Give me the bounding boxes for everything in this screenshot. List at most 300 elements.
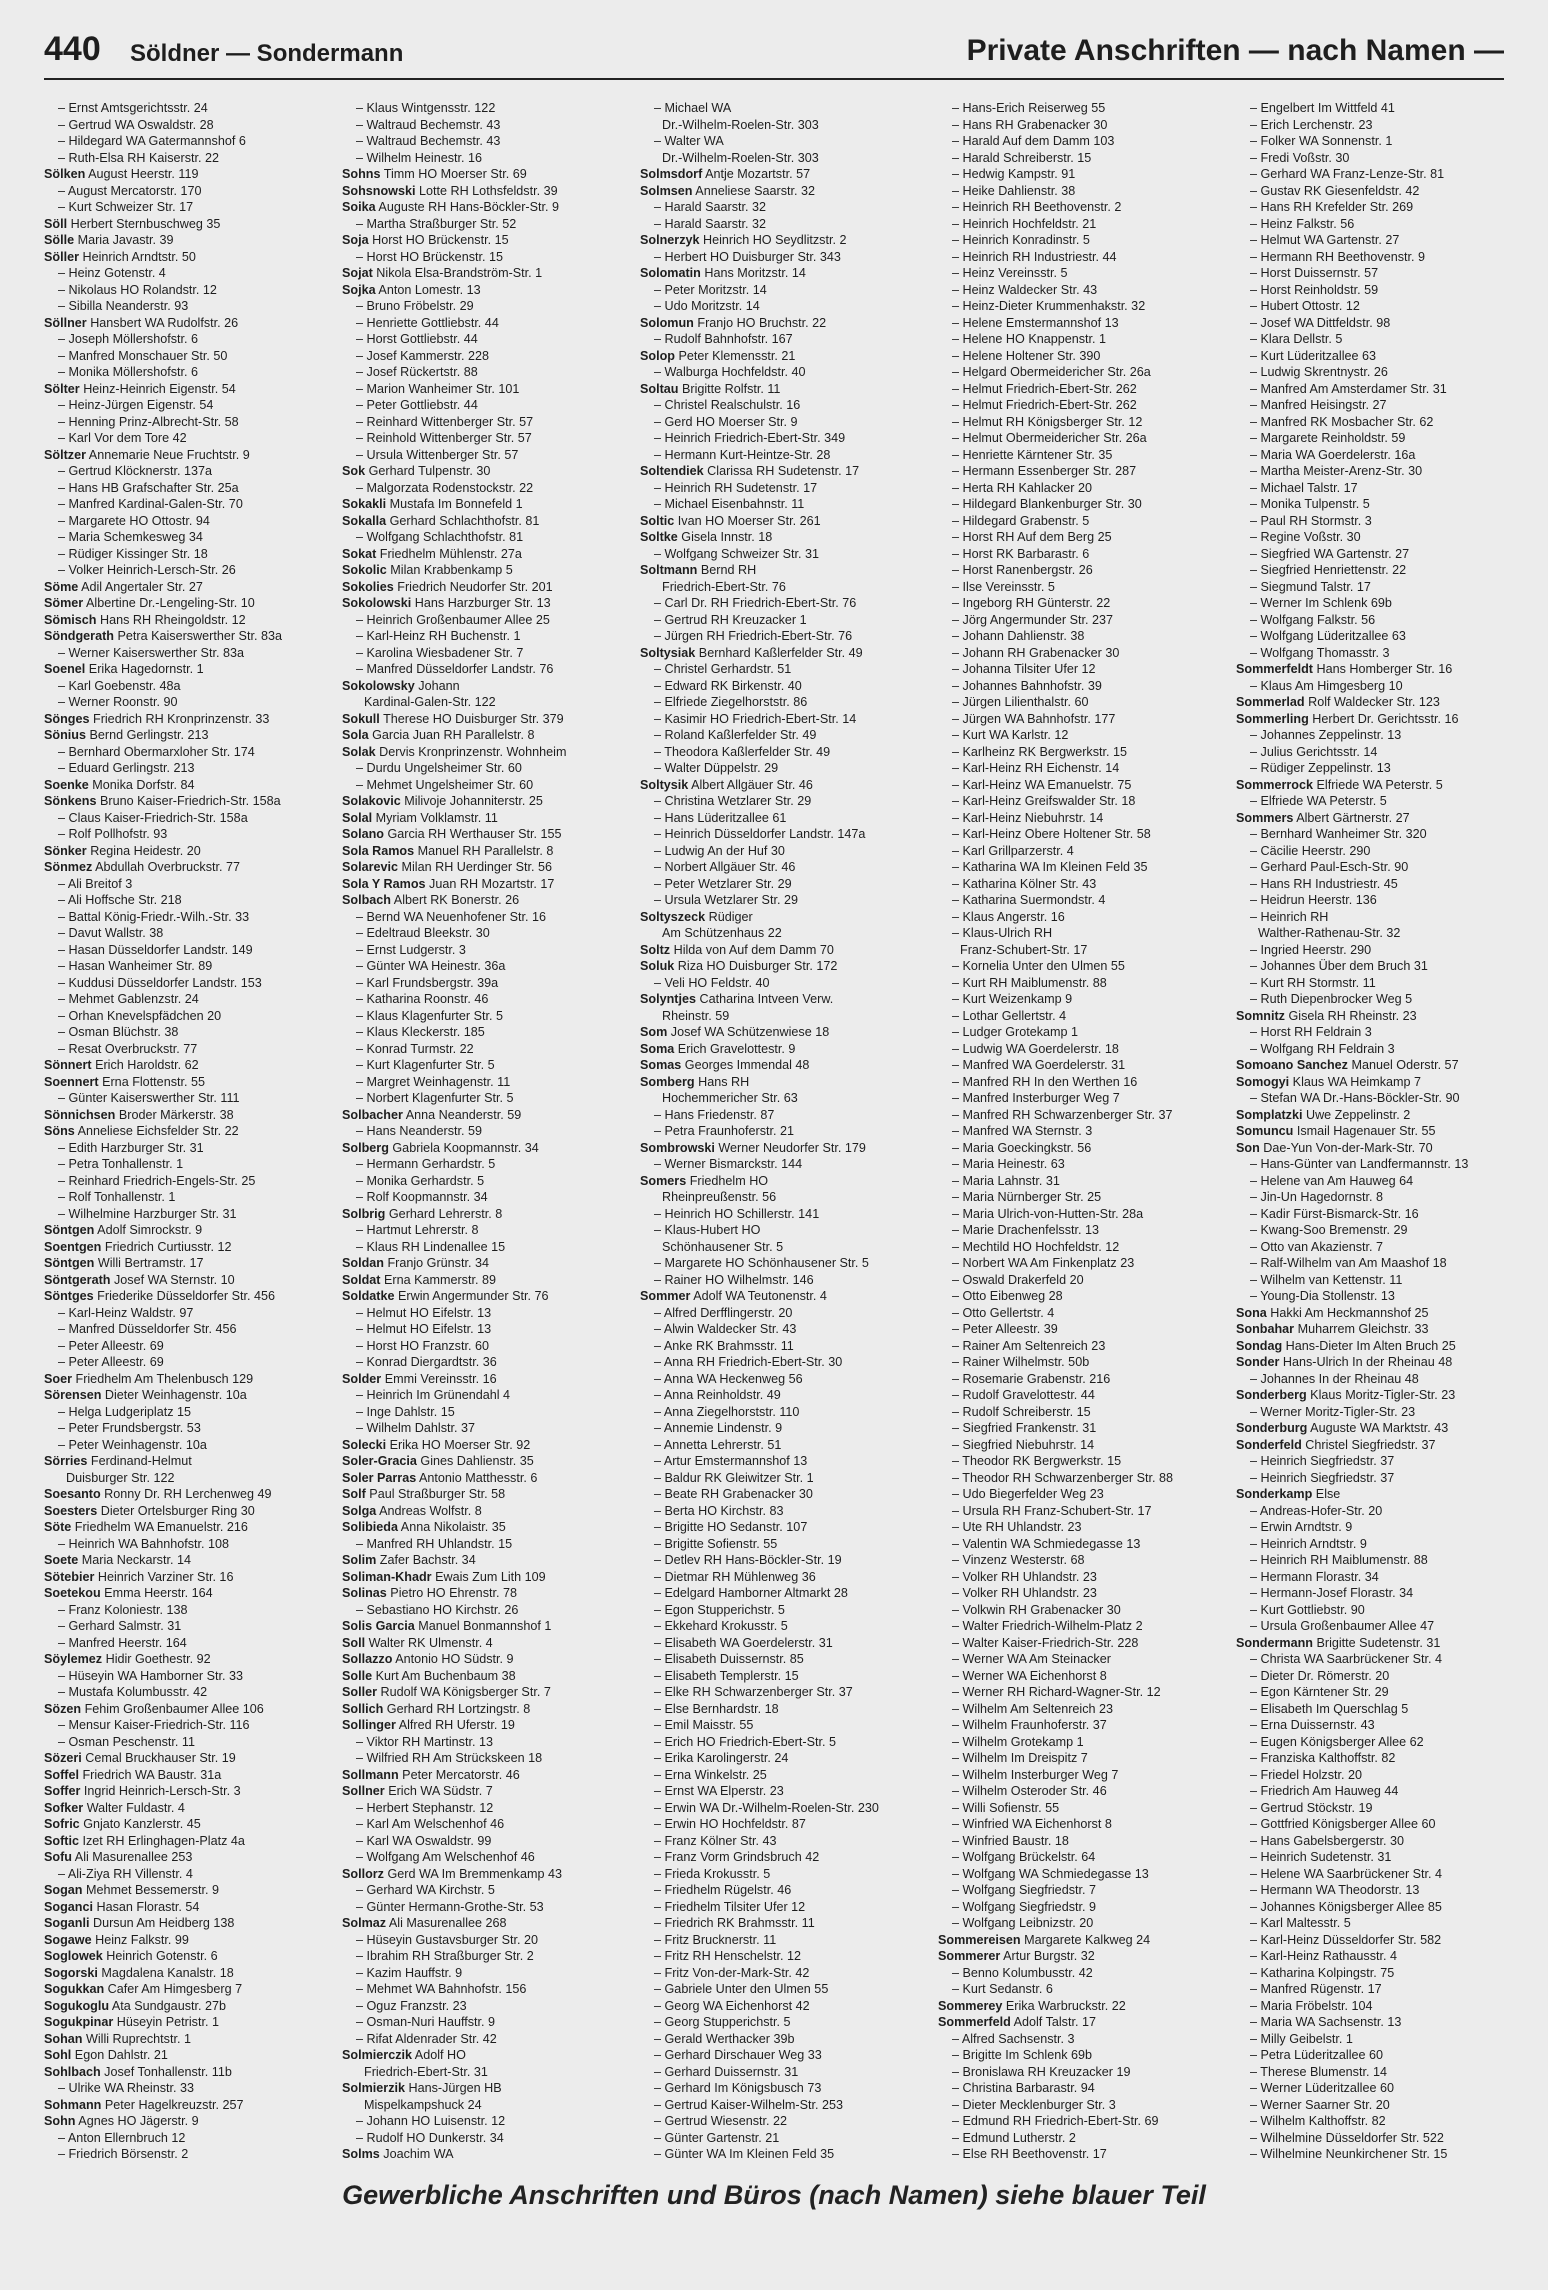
surname-entry xyxy=(640,166,932,183)
sub-entry xyxy=(640,1717,932,1734)
sub-entry xyxy=(640,793,932,810)
entry-details: Ivan HO Moerser Str. 261 xyxy=(674,513,821,528)
surname-entry xyxy=(342,727,634,744)
sub-entry xyxy=(640,1981,932,1998)
entry-details: Josef Kammerstr. 228 xyxy=(366,348,490,363)
entry-details: Ali Masurenallee 268 xyxy=(386,1916,507,1930)
surname: Sönkens xyxy=(44,794,97,808)
dash-marker: – xyxy=(1250,216,1261,231)
entry-details: Werner Im Schlenk 69b xyxy=(1260,596,1392,610)
surname-entry xyxy=(44,1519,336,1536)
sub-entry xyxy=(1236,2113,1528,2130)
sub-entry xyxy=(1236,1239,1528,1256)
entry-details: Rainer HO Wilhelmstr. 146 xyxy=(664,1272,814,1287)
sub-entry xyxy=(44,876,336,893)
dash-marker: – xyxy=(1250,1371,1261,1386)
entry-details: Regina Heidestr. 20 xyxy=(86,843,201,858)
surname: Soganci xyxy=(44,1899,93,1914)
dash-marker: – xyxy=(952,761,963,775)
sub-entry xyxy=(938,1140,1230,1157)
sub-entry xyxy=(342,1008,634,1025)
dash-marker: – xyxy=(654,893,665,907)
sub-entry xyxy=(938,1618,1230,1635)
dash-marker: – xyxy=(654,1949,665,1963)
sub-entry xyxy=(938,1156,1230,1173)
dash-marker: – xyxy=(654,2130,665,2145)
dash-marker: – xyxy=(356,1965,367,1980)
entry-details: Heinrich Siegfriedstr. 37 xyxy=(1260,1454,1395,1468)
sub-entry xyxy=(938,2047,1230,2064)
entry-details: Willi Sofienstr. 55 xyxy=(962,1800,1060,1815)
dash-marker: – xyxy=(654,1998,665,2013)
entry-details: Heinrich Varziner Str. 16 xyxy=(94,1569,234,1584)
entry-details: Margarete Reinholdstr. 59 xyxy=(1260,431,1406,445)
entry-details: Walter Fuldastr. 4 xyxy=(83,1800,185,1815)
entry-details: Martha Straßburger Str. 52 xyxy=(366,216,517,231)
entry-details: Dieter Dr. Römerstr. 20 xyxy=(1260,1668,1390,1683)
entry-details: Karl-Heinz Rathausstr. 4 xyxy=(1260,1949,1398,1963)
sub-entry xyxy=(640,1849,932,1866)
entry-details: Anton Lomestr. 13 xyxy=(375,282,481,297)
entry-details: Werner Bismarckstr. 144 xyxy=(664,1157,803,1171)
surname-entry xyxy=(44,2113,336,2130)
sub-entry xyxy=(938,1486,1230,1503)
sub-entry xyxy=(342,315,634,332)
surname-entry xyxy=(640,348,932,365)
dash-marker: – xyxy=(952,2081,963,2095)
surname-entry xyxy=(640,991,932,1008)
dash-marker: – xyxy=(952,629,963,643)
sub-entry xyxy=(1236,1701,1528,1718)
dash-marker: – xyxy=(356,117,367,132)
entry-details: Anke RK Brahmsstr. 11 xyxy=(663,1338,794,1353)
dash-marker: – xyxy=(58,645,69,660)
sub-entry xyxy=(44,562,336,579)
sub-entry xyxy=(640,1453,932,1470)
sub-entry xyxy=(342,348,634,365)
dash-marker: – xyxy=(1250,1866,1261,1881)
sub-entry xyxy=(640,1651,932,1668)
entry-details: Johann Dahlienstr. 38 xyxy=(962,629,1085,643)
surname: Sokolic xyxy=(342,563,387,577)
surname: Sok xyxy=(342,464,366,478)
surname: Somuncu xyxy=(1236,1124,1294,1138)
surname: Solop xyxy=(640,348,675,363)
surname-entry xyxy=(640,513,932,530)
dash-marker: – xyxy=(654,1652,665,1666)
surname: Sogukoglu xyxy=(44,1998,110,2013)
sub-entry xyxy=(938,1585,1230,1602)
dash-marker: – xyxy=(1250,827,1261,841)
dash-marker: – xyxy=(1250,794,1261,808)
dash-marker: – xyxy=(356,134,367,148)
sub-entry xyxy=(342,381,634,398)
entry-details: Walter RK Ulmenstr. 4 xyxy=(365,1635,493,1650)
entry-details: Karl-Heinz Waldstr. 97 xyxy=(68,1305,194,1320)
sub-entry xyxy=(1236,1585,1528,1602)
dash-marker: – xyxy=(356,315,367,330)
surname: Söntgerath xyxy=(44,1272,111,1287)
entry-details: Hans Harzburger Str. 13 xyxy=(411,596,551,610)
dash-marker: – xyxy=(1250,1223,1261,1237)
dash-marker: – xyxy=(356,1074,367,1089)
surname: Soltke xyxy=(640,530,678,544)
sub-entry xyxy=(938,1899,1230,1916)
sub-entry xyxy=(44,645,336,662)
entry-details: Ali Breitof 3 xyxy=(67,876,133,891)
dash-marker: – xyxy=(356,1008,367,1023)
surname-entry xyxy=(1236,810,1528,827)
surname: Solibieda xyxy=(342,1520,398,1534)
surname: Solak xyxy=(342,744,376,759)
dash-marker: – xyxy=(356,926,367,940)
dash-marker: – xyxy=(952,1751,963,1765)
sub-entry xyxy=(938,1750,1230,1767)
dash-marker: – xyxy=(952,893,963,907)
dash-marker: – xyxy=(654,612,665,627)
entry-details: Helmut WA Gartenstr. 27 xyxy=(1260,233,1400,247)
surname: Sokull xyxy=(342,711,380,726)
sub-entry xyxy=(640,1882,932,1899)
entry-details: Heinrich Friedrich-Ebert-Str. 349 xyxy=(664,431,846,445)
dash-marker: – xyxy=(654,2064,665,2079)
entry-details: Monika Gerhardstr. 5 xyxy=(366,1173,485,1188)
dash-marker: – xyxy=(356,1091,367,1105)
entry-details: Kurt RH Maiblumenstr. 88 xyxy=(962,975,1107,990)
sub-entry xyxy=(640,1866,932,1883)
dash-marker: – xyxy=(356,1058,367,1072)
entry-details: Harald Saarstr. 32 xyxy=(664,216,767,231)
sub-entry xyxy=(1236,2146,1528,2163)
surname-entry xyxy=(342,1140,634,1157)
dash-marker: – xyxy=(654,1256,665,1270)
surname-entry xyxy=(44,1074,336,1091)
entry-details: Heinz-Heinrich Eigenstr. 54 xyxy=(79,381,236,396)
sub-entry xyxy=(938,397,1230,414)
dash-marker: – xyxy=(1250,1701,1261,1716)
sub-entry xyxy=(640,1684,932,1701)
entry-continuation: Kardinal-Galen-Str. 122 xyxy=(364,695,496,709)
sub-entry xyxy=(1236,480,1528,497)
dash-marker: – xyxy=(654,1404,664,1419)
sub-entry xyxy=(938,1470,1230,1487)
dash-marker: – xyxy=(952,1883,963,1897)
surname: Sörensen xyxy=(44,1388,102,1402)
entry-details: Elisabeth Im Querschlag 5 xyxy=(1260,1701,1409,1716)
dash-marker: – xyxy=(1250,2031,1261,2046)
sub-entry xyxy=(640,1899,932,1916)
entry-details: Rifat Aldenrader Str. 42 xyxy=(366,2031,497,2046)
sub-entry xyxy=(1236,1519,1528,1536)
entry-details: Ernst Ludgerstr. 3 xyxy=(366,942,466,957)
entry-details: Hans Friedenstr. 87 xyxy=(664,1107,775,1122)
entry-details: Walter Friedrich-Wilhelm-Platz 2 xyxy=(962,1619,1143,1633)
sub-entry xyxy=(1236,1090,1528,1107)
entry-details: Henning Prinz-Albrecht-Str. 58 xyxy=(68,414,239,429)
dash-marker: – xyxy=(952,695,963,709)
sub-entry xyxy=(342,958,634,975)
dash-marker: – xyxy=(58,497,69,511)
entry-details: Karolina Wiesbadener Str. 7 xyxy=(366,645,524,660)
surname-entry xyxy=(640,562,932,579)
sub-entry xyxy=(938,1371,1230,1388)
dash-marker: – xyxy=(58,530,69,544)
entry-details: Günter Hermann-Grothe-Str. 53 xyxy=(366,1899,544,1914)
surname-entry xyxy=(342,1767,634,1784)
sub-entry xyxy=(1236,595,1528,612)
dash-marker: – xyxy=(952,1734,963,1749)
surname: Soffer xyxy=(44,1784,81,1798)
entry-details: Karl-Heinz WA Emanuelstr. 75 xyxy=(962,777,1132,792)
sub-entry xyxy=(640,397,932,414)
surname-entry xyxy=(44,579,336,596)
dash-marker: – xyxy=(952,497,963,511)
dash-marker: – xyxy=(654,414,665,429)
entry-details: Ingeborg RH Günterstr. 22 xyxy=(962,596,1111,610)
sub-entry xyxy=(44,265,336,282)
surname-entry xyxy=(1236,661,1528,678)
entry-details: Uwe Zeppelinstr. 2 xyxy=(1302,1107,1411,1122)
surname: Soldatke xyxy=(342,1289,395,1303)
sub-entry xyxy=(44,975,336,992)
dash-marker: – xyxy=(952,1833,963,1848)
sub-entry xyxy=(640,1536,932,1553)
dash-marker: – xyxy=(654,1817,665,1831)
dash-marker: – xyxy=(952,2097,963,2112)
sub-entry xyxy=(44,826,336,843)
entry-details: Brigitte Im Schlenk 69b xyxy=(962,2048,1093,2062)
dash-marker: – xyxy=(952,1008,963,1023)
sub-entry xyxy=(342,1239,634,1256)
entry-details: Zafer Bachstr. 34 xyxy=(376,1553,476,1567)
dash-marker: – xyxy=(952,563,963,577)
entry-details: Gerhard WA Kirchstr. 5 xyxy=(366,1883,495,1897)
sub-entry xyxy=(1236,381,1528,398)
surname: Sonderberg xyxy=(1236,1388,1307,1402)
entry-details: Cafer Am Himgesberg 7 xyxy=(104,1982,243,1996)
dash-marker: – xyxy=(1250,563,1261,577)
entry-details: Manfred RH Schwarzenberger Str. 37 xyxy=(962,1107,1173,1122)
sub-entry xyxy=(44,1354,336,1371)
dash-marker: – xyxy=(952,1322,963,1336)
sub-entry xyxy=(938,496,1230,513)
entry-continuation: Schönhausener Str. 5 xyxy=(662,1239,784,1254)
entry-details: Cäcilie Heerstr. 290 xyxy=(1260,843,1371,858)
surname-entry xyxy=(342,843,634,860)
surname-entry xyxy=(342,1272,634,1289)
dash-marker: – xyxy=(952,1503,963,1518)
sub-entry xyxy=(640,694,932,711)
entry-details: Heike Dahlienstr. 38 xyxy=(962,183,1076,198)
sub-entry xyxy=(1236,315,1528,332)
surname-entry xyxy=(342,199,634,216)
surname-entry xyxy=(342,1552,634,1569)
dash-marker: – xyxy=(952,1190,963,1204)
surname: Sokolies xyxy=(342,579,394,594)
surname: Sokolowski xyxy=(342,596,412,610)
sub-entry xyxy=(640,975,932,992)
sub-entry xyxy=(640,2113,932,2130)
sub-entry xyxy=(938,529,1230,546)
dash-marker: – xyxy=(1250,167,1261,181)
dash-marker: – xyxy=(952,167,963,181)
entry-details: Theodor RK Bergwerkstr. 15 xyxy=(962,1454,1122,1468)
dash-marker: – xyxy=(356,2114,367,2128)
surname-entry xyxy=(640,1074,932,1091)
entry-details: Rudolf WA Königsberger Str. 7 xyxy=(377,1685,551,1699)
sub-entry xyxy=(938,694,1230,711)
entry-details: Wolfgang WA Schmiedegasse 13 xyxy=(962,1866,1149,1881)
sub-entry xyxy=(342,1404,634,1421)
dash-marker: – xyxy=(1250,1520,1261,1534)
entry-details: Günter Kaiserswerther Str. 111 xyxy=(68,1091,240,1105)
sub-entry xyxy=(1236,760,1528,777)
entry-details: Manfred WA Goerdelerstr. 31 xyxy=(962,1058,1126,1072)
surname: Sollich xyxy=(342,1701,384,1716)
sub-entry xyxy=(1236,876,1528,893)
sub-entry xyxy=(342,645,634,662)
entry-details: Hans-Erich Reiserweg 55 xyxy=(962,101,1106,115)
entry-details: Johannes In der Rheinau 48 xyxy=(1260,1371,1419,1386)
dash-marker: – xyxy=(58,1718,69,1732)
surname: Sombrowski xyxy=(640,1140,715,1155)
entry-details: Auguste RH Hans-Böckler-Str. 9 xyxy=(375,200,559,214)
surname: Soete xyxy=(44,1553,79,1567)
dash-marker: – xyxy=(654,1206,665,1221)
dash-marker: – xyxy=(952,1800,963,1815)
entry-details: Maria Fröbelstr. 104 xyxy=(1260,1998,1373,2013)
dash-marker: – xyxy=(1250,150,1261,165)
surname-entry xyxy=(640,1173,932,1190)
surname: Sommereisen xyxy=(938,1932,1021,1947)
entry-details: Heinrich Hochfeldstr. 21 xyxy=(962,216,1097,231)
entry-details: Manfred Am Amsterdamer Str. 31 xyxy=(1260,381,1447,396)
dash-marker: – xyxy=(356,1932,367,1947)
entry-details: Mustafa Kolumbusstr. 42 xyxy=(68,1685,208,1699)
sub-entry xyxy=(938,958,1230,975)
entry-details: Gertrud WA Oswaldstr. 28 xyxy=(68,117,214,132)
entry-details: Alwin Waldecker Str. 43 xyxy=(663,1322,797,1336)
entry-details: Wilhelm Insterburger Weg 7 xyxy=(962,1767,1119,1782)
dash-marker: – xyxy=(58,744,69,759)
dash-marker: – xyxy=(952,1454,963,1468)
entry-details: Manfred Insterburger Weg 7 xyxy=(962,1091,1120,1105)
sub-entry xyxy=(640,1585,932,1602)
entry-details: Wolfgang RH Feldrain 3 xyxy=(1260,1041,1395,1056)
dash-marker: – xyxy=(356,1322,367,1336)
surname-entry xyxy=(640,1041,932,1058)
sub-entry xyxy=(1236,1767,1528,1784)
entry-details: Dietmar RH Mühlenweg 36 xyxy=(664,1569,816,1584)
dash-marker: – xyxy=(952,1107,963,1122)
entry-details: Kuddusi Düsseldorfer Landstr. 153 xyxy=(68,975,262,990)
entry-details: Heinrich Großenbaumer Allee 25 xyxy=(366,612,550,627)
entry-details: Bruno Fröbelstr. 29 xyxy=(366,299,474,313)
sub-entry xyxy=(938,133,1230,150)
sub-entry xyxy=(44,1602,336,1619)
sub-entry xyxy=(938,430,1230,447)
surname-entry xyxy=(342,496,634,513)
sub-entry xyxy=(938,1057,1230,1074)
sub-entry xyxy=(1236,463,1528,480)
dash-marker: – xyxy=(58,183,68,198)
dash-marker: – xyxy=(952,332,963,346)
dash-marker: – xyxy=(1250,497,1261,511)
sub-entry xyxy=(938,1734,1230,1751)
sub-entry xyxy=(640,826,932,843)
entry-details: Hermann Kurt-Heintze-Str. 28 xyxy=(664,447,831,462)
entry-details: Alfred RH Uferstr. 19 xyxy=(395,1718,515,1732)
entry-details: Helmut HO Eifelstr. 13 xyxy=(366,1305,492,1320)
sub-entry xyxy=(1236,183,1528,200)
entry-continuation: Rheinstr. 59 xyxy=(662,1008,730,1023)
entry-details: Georg WA Eichenhorst 42 xyxy=(664,1998,810,2013)
surname-entry xyxy=(44,447,336,464)
entry-details: Elfriede WA Peterstr. 5 xyxy=(1313,777,1443,792)
sub-entry xyxy=(1236,1041,1528,1058)
entry-details: Erna Duissernstr. 43 xyxy=(1260,1718,1375,1732)
surname-entry xyxy=(44,1453,336,1470)
dash-marker: – xyxy=(952,1701,963,1716)
dash-marker: – xyxy=(1250,1751,1261,1765)
sub-entry xyxy=(938,1767,1230,1784)
entry-details: Norbert WA Am Finkenplatz 23 xyxy=(962,1256,1135,1270)
dash-marker: – xyxy=(1250,381,1261,396)
sub-entry xyxy=(1236,1899,1528,1916)
entry-details: Friedhelm Am Thelenbusch 129 xyxy=(72,1371,254,1386)
entry-details: Adolf HO xyxy=(412,2048,466,2062)
entry-details: Egon Stupperichstr. 5 xyxy=(664,1602,785,1617)
entry-details: Werner WA Am Steinacker xyxy=(962,1652,1111,1666)
entry-details: Hermann WA Theodorstr. 13 xyxy=(1260,1883,1420,1897)
surname: Sollinger xyxy=(342,1718,396,1732)
dash-marker: – xyxy=(654,1718,665,1732)
entry-details: Albertine Dr.-Lengeling-Str. 10 xyxy=(83,596,255,610)
entry-details: Anna Nikolaistr. 35 xyxy=(397,1520,506,1534)
surname-entry xyxy=(342,1371,634,1388)
dash-marker: – xyxy=(58,332,69,346)
entry-details: Manfred RH Uhlandstr. 15 xyxy=(366,1536,513,1551)
dash-marker: – xyxy=(356,101,367,115)
dash-marker: – xyxy=(1250,1025,1261,1039)
surname: Sollmann xyxy=(342,1767,399,1782)
sub-entry xyxy=(1236,1651,1528,1668)
dash-marker: – xyxy=(952,1157,963,1171)
surname: Sofu xyxy=(44,1850,72,1864)
entry-details: Nikola Elsa-Brandström-Str. 1 xyxy=(372,266,543,280)
sub-entry xyxy=(342,1024,634,1041)
sub-entry xyxy=(1236,100,1528,117)
entry-details: Reinhard Friedrich-Engels-Str. 25 xyxy=(68,1173,256,1188)
sub-entry xyxy=(938,546,1230,563)
entry-details: Manuel Oderstr. 57 xyxy=(1347,1058,1459,1072)
surname-entry xyxy=(342,1107,634,1124)
entry-details: Johannes Zeppelinstr. 13 xyxy=(1260,728,1402,742)
sub-entry xyxy=(640,2047,932,2064)
sub-entry xyxy=(1236,1800,1528,1817)
surname: Sogan xyxy=(44,1883,83,1897)
entry-details: Alfred Sachsenstr. 3 xyxy=(961,2031,1075,2046)
sub-entry xyxy=(938,1453,1230,1470)
entry-details: Friedrich Börsenstr. 2 xyxy=(68,2147,189,2161)
sub-entry xyxy=(1236,2031,1528,2048)
surname: Sommerey xyxy=(938,1998,1003,2013)
surname-entry xyxy=(44,1272,336,1289)
entry-details: Julius Gerichtsstr. 14 xyxy=(1260,744,1378,759)
entry-details: Horst Gottliebstr. 44 xyxy=(366,332,478,346)
surname: Söll xyxy=(44,216,68,231)
surname: Solder xyxy=(342,1371,382,1386)
